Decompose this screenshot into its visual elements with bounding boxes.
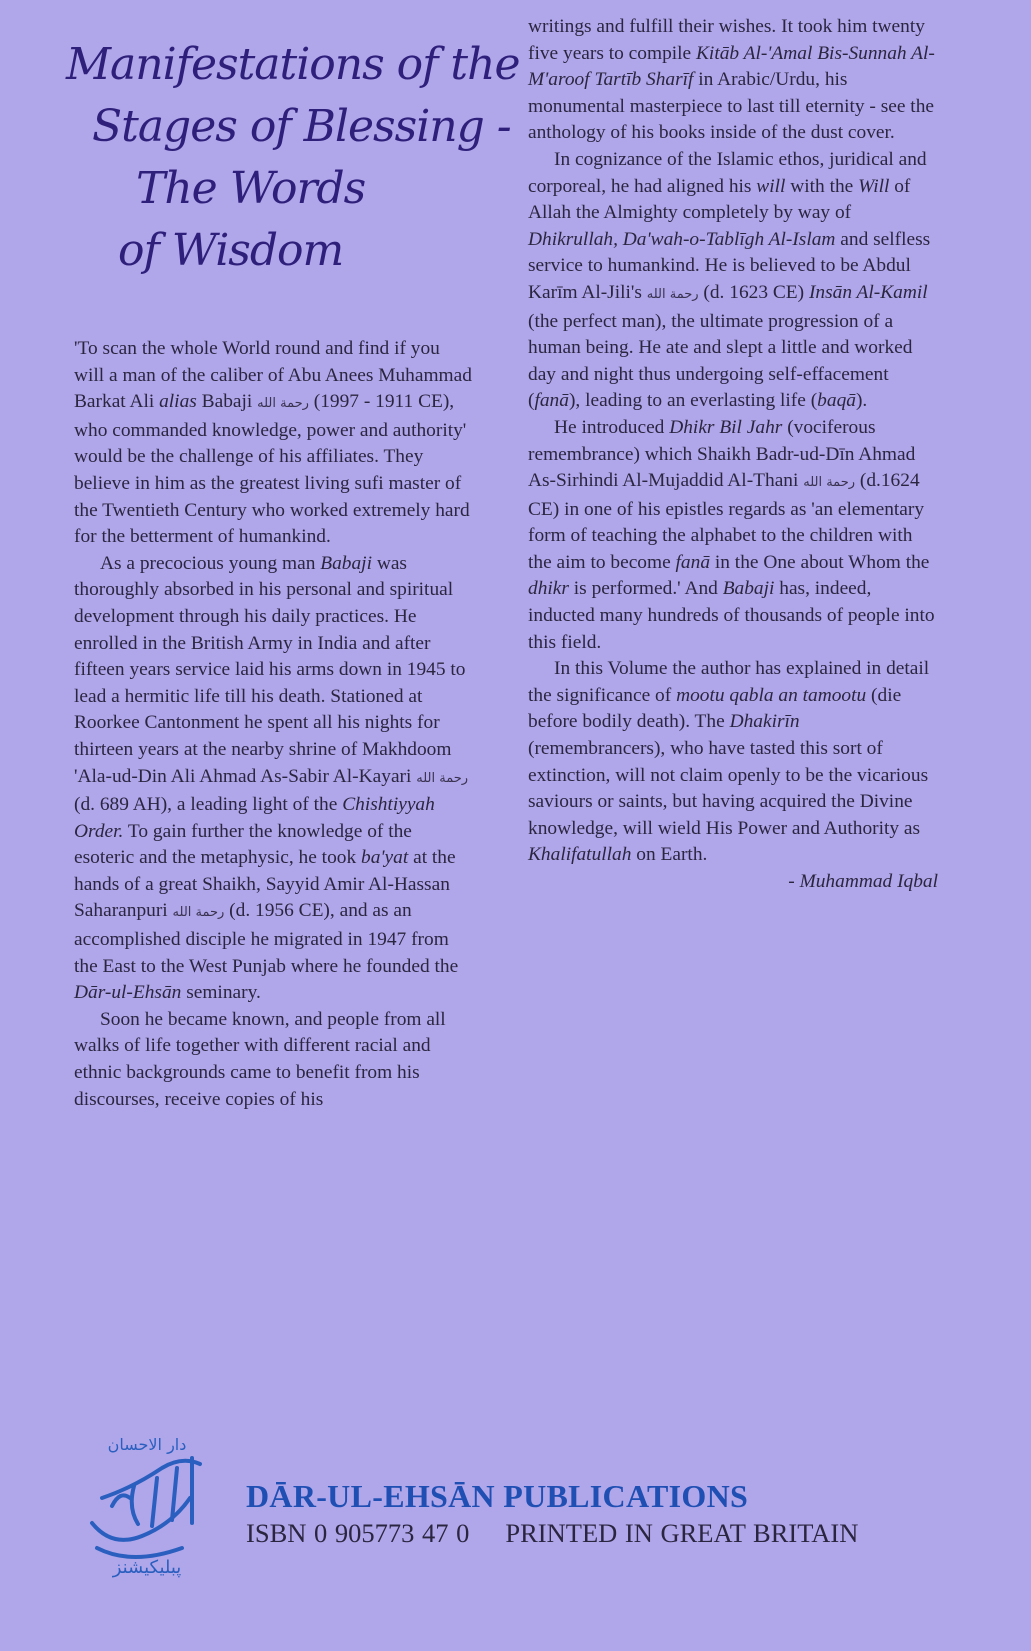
text-run: (d. 1956 CE), and as an accomplished disciple he migrated in 1947 from the East to the West Punjab where he founded the	[74, 900, 459, 977]
text-run: has, indeed, inducted many hundreds of thousands of people into this field.	[528, 578, 935, 653]
paragraph-ethos	[528, 147, 938, 415]
italic-term: Babaji	[722, 578, 775, 600]
italic-term: baqā	[817, 390, 856, 412]
text-column-right	[528, 14, 938, 896]
italic-term: Dār-ul-Ehsān	[74, 982, 182, 1004]
publisher-name: DĀR-UL-EHSĀN PUBLICATIONS	[246, 1478, 749, 1514]
text-run: ).	[855, 390, 868, 412]
text-run: writings and fulfill their wishes. It took him twenty five years to compile	[528, 16, 925, 64]
italic-term: will	[756, 175, 786, 197]
italic-term: Insān Al-Kamil	[808, 281, 928, 303]
honorific-calligraphy: رحمة الله	[416, 770, 469, 786]
italic-term: ba'yat	[361, 847, 409, 869]
paragraph-writings	[528, 14, 938, 147]
publisher-logo	[72, 1428, 222, 1578]
italic-term: Kitāb Al-'Amal Bis-Sunnah Al-M'aroof Tartīb Sharīf	[528, 42, 935, 91]
italic-term: fanā	[534, 390, 569, 412]
text-run: (d. 689 AH), a leading light of the	[74, 794, 343, 816]
text-run: at the hands of a great Shaikh, Sayyid Amir Al-Hassan Saharanpuri	[74, 847, 456, 922]
title-line-2: Stages of Blessing -	[92, 101, 511, 152]
italic-term: Dhakirīn	[729, 711, 800, 733]
text-run: in the One about Whom the	[710, 551, 930, 573]
text-run: (1911 - 1997 CE), who commanded knowledge, power and authority' would be the challenge of his affiliates. They believe in him as the greatest living sufi master of the Twentieth Century who worked extremely hard for the betterment of humankind.	[74, 391, 470, 548]
title-line-4: of Wisdom	[118, 225, 344, 276]
logo-arabic-bottom: پبلیکیشنز	[112, 1557, 182, 1578]
text-run: (d. 1623 CE)	[698, 281, 809, 303]
italic-term: alias	[159, 391, 197, 413]
isbn-line	[246, 1518, 858, 1549]
italic-term: mootu qabla an tamootu	[676, 684, 867, 706]
text-column-left	[74, 336, 474, 1113]
text-run: seminary.	[181, 982, 261, 1004]
text-run: with the	[785, 175, 859, 197]
italic-term: fanā	[675, 551, 711, 573]
cover-title	[66, 34, 520, 282]
text-run: is performed.' And	[568, 578, 723, 600]
paragraph-discourses: Soon he became known, and people from all walks of life together with different racial and ethnic backgrounds came to benefit from his discourses, receive copies of his	[74, 1008, 446, 1110]
text-run: (remembrancers), who have tasted this sort of extinction, will not claim openly to be the vicarious saviours or saints, but having acquired the Divine knowledge, will wield His Power and Authority as	[528, 738, 929, 839]
paragraph-biography	[74, 551, 474, 1007]
text-run: (vociferous remembrance) which Shaikh Badr-ud-Dīn Ahmad As-Sirhindi Al-Mujaddid Al-Thani	[528, 416, 916, 492]
text-run: on Earth.	[631, 844, 708, 866]
text-run: (the perfect man), the ultimate progression of a human being. He ate and slept a little and worked day and night thus undergoing self-effacement (	[528, 310, 913, 412]
italic-term: Will	[858, 175, 890, 197]
text-run: 'To scan the whole World round and find if you will a man of the caliber of Abu Anees Muhammad Barkat Ali	[74, 338, 472, 413]
text-run: in Arabic/Urdu, his monumental masterpiece to last till eternity - see the anthology of his books inside of the dust cover.	[528, 69, 934, 144]
paragraph-volume	[528, 656, 938, 869]
italic-term: dhikr	[528, 578, 569, 600]
text-run: To gain further the knowledge of the esoteric and the metaphysic, he took	[74, 820, 412, 869]
honorific-calligraphy: رحمة الله	[172, 905, 225, 921]
italic-term: Dhikr Bil Jahr	[669, 416, 783, 438]
italic-term: Chishtiyyah Order.	[74, 794, 435, 842]
paragraph-intro	[74, 336, 474, 551]
text-run: Babaji	[196, 391, 258, 413]
isbn-number: ISBN 0 905773 47 0	[246, 1518, 470, 1548]
text-run: As a precocious young man	[100, 552, 321, 574]
text-run: (d.1624 CE) in one of his epistles regards as 'an elementary form of teaching the alphabet to the children with the aim to become	[528, 470, 925, 573]
text-run: In cognizance of the Islamic ethos, juridical and corporeal, he had aligned his	[528, 148, 927, 197]
text-run: of Allah the Almighty completely by way of	[528, 175, 911, 224]
paragraph-dhikr	[528, 415, 938, 656]
text-run: and selfless service to humankind. He is believed to be Abdul Karīm Al-Jili's	[528, 228, 931, 303]
title-line-3: The Words	[136, 163, 366, 214]
text-run: He introduced	[554, 416, 670, 438]
italic-term: Babaji	[320, 552, 372, 574]
author-signature: - Muhammad Iqbal	[788, 871, 938, 892]
text-run: (die before bodily death). The	[528, 684, 902, 733]
printed-in: PRINTED IN GREAT BRITAIN	[505, 1518, 859, 1548]
logo-arabic-top: دار الاحسان	[107, 1435, 187, 1454]
honorific-calligraphy: رحمة الله	[257, 396, 309, 412]
title-line-1: Manifestations of the	[66, 39, 520, 90]
italic-term: Dhikrullah, Da'wah-o-Tablīgh Al-Islam	[528, 228, 836, 250]
text-run: In this Volume the author has explained in detail the significance of	[528, 658, 930, 706]
honorific-calligraphy: رحمة الله	[803, 475, 856, 491]
italic-term: Khalifatullah	[528, 844, 632, 866]
text-run: was thoroughly absorbed in his personal and spiritual development through his daily practices. He enrolled in the British Army in India and after fifteen years service laid his arms down in 1945 to lead a hermitic life till his death. Stationed at Roorkee Cantonment he spent all his nights for thirteen years at the nearby shrine of Makhdoom 'Ala-ud-Din Ali Ahmad As-Sabir Al-Kayari	[74, 552, 466, 787]
honorific-calligraphy: رحمة الله	[646, 286, 699, 302]
text-run: ), leading to an everlasting life (	[568, 390, 818, 412]
